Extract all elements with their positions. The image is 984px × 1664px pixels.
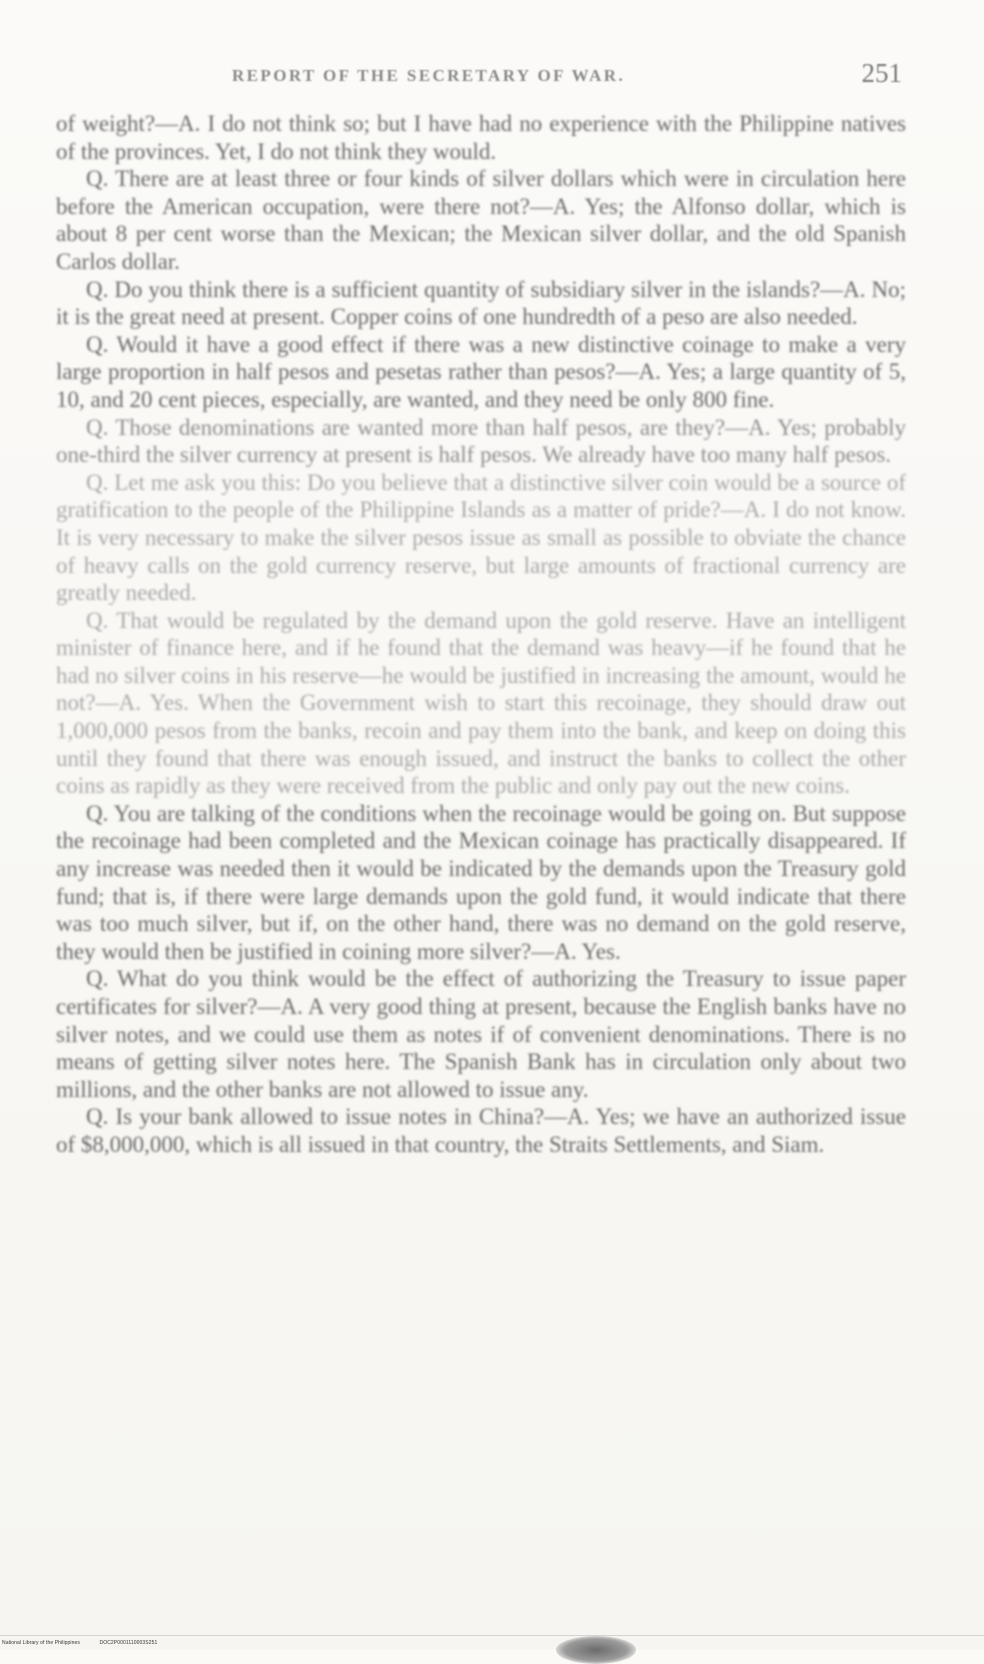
paragraph: Q. You are talking of the conditions when the recoinage would be going on. But suppose the recoinage had been completed and the Mexican coinage has practically disappeared. If any increase was needed then it would be indicated by the demands upon the Treasury gold fund; that is, if there were large demands upon the gold fund, it would indicate that there was too much silver, but if, on the other hand, there was no demand on the gold reserve, they would then be justified in coining more silver?—A. Yes. xyxy=(56,800,906,964)
paragraph: Q. That would be regulated by the demand upon the gold reserve. Have an intelligent minister of finance here, and if he found that the demand was heavy—if he found that he had no silver coins in his reserve—he would be justified in increasing the amount, would he not?—A. Yes. When the Government wish to start this recoinage, they should draw out 1,000,000 pesos from the banks, recoin and pay them into the bank, and keep on doing this until they found that there was enough issued, and instruct the banks to collect the other coins as rapidly as they were received from the public and only pay out the new coins. xyxy=(56,607,906,799)
paragraph: Q. What do you think would be the effect of authorizing the Treasury to issue paper certificates for silver?—A. A very good thing at present, because the English banks have no silver notes, and we could use them as notes if of convenient denominations. There is no means of getting silver notes here. The Spanish Bank has in circulation only about two millions, and the other banks are not allowed to issue any. xyxy=(56,966,906,1102)
paragraph: Q. Would it have a good effect if there was a new distinctive coinage to make a very large proportion in half pesos and pesetas rather than pesos?—A. Yes; a large quantity of 5, 10, and 20 cent pieces, especially, are wanted, and they need be only 800 fine. xyxy=(56,331,906,412)
page-number: 251 xyxy=(861,58,902,88)
running-head: REPORT OF THE SECRETARY OF WAR. xyxy=(232,66,626,85)
scan-edge-rule xyxy=(0,1635,984,1636)
body-text xyxy=(56,110,906,1159)
paragraph: Q. Do you think there is a sufficient quantity of subsidiary silver in the islands?—A. No; it is the great need at present. Copper coins of one hundredth of a peso are also needed. xyxy=(56,276,906,330)
scan-credit xyxy=(2,1640,175,1646)
paragraph: Q. Those denominations are wanted more than half pesos, are they?—A. Yes; probably one-third the silver currency at present is half pesos. We already have too many half pesos. xyxy=(56,414,906,468)
paragraph: Q. There are at least three or four kinds of silver dollars which were in circulation here before the American occupation, were there not?—A. Yes; the Alfonso dollar, which is about 8 per cent worse than the Mexican; the Mexican silver dollar, and the old Spanish Carlos dollar. xyxy=(56,166,906,274)
library-credit: National Library of the Philippines xyxy=(2,1640,80,1646)
paragraph: of weight?—A. I do not think so; but I have had no experience with the Philippine natives of the provinces. Yet, I do not think they would. xyxy=(56,111,906,164)
paragraph: Q. Is your bank allowed to issue notes in China?—A. Yes; we have an authorized issue of $8,000,000, which is all issued in that country, the Straits Settlements, and Siam. xyxy=(56,1104,906,1157)
paragraph: Q. Let me ask you this: Do you believe that a distinctive silver coin would be a source of gratification to the people of the Philippine Islands as a matter of pride?—A. I do not know. It is very necessary to make the silver pesos issue as small as possible to obviate the chance of heavy calls on the gold currency reserve, but large amounts of fractional currency are greatly needed. xyxy=(56,469,906,606)
document-identifier: DOC2P0001110003S251 xyxy=(99,1640,158,1646)
scan-artifact xyxy=(556,1636,636,1664)
page-header xyxy=(232,58,902,92)
